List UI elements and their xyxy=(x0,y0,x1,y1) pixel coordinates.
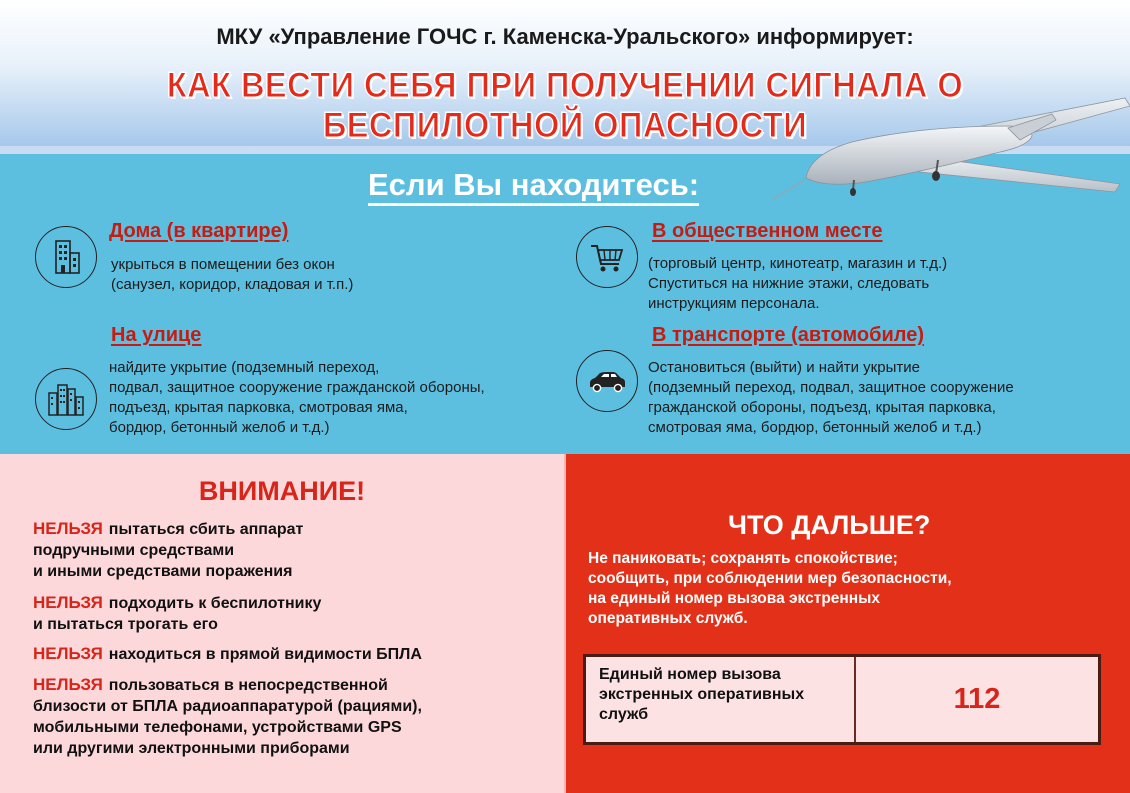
street-line: бордюр, бетонный желоб и т.д.) xyxy=(109,419,330,436)
home-text xyxy=(111,255,353,295)
emergency-label-line: Единый номер вызова xyxy=(599,666,781,683)
street-line: найдите укрытие (подземный переход, xyxy=(109,359,380,376)
what-next-line: оперативных служб. xyxy=(588,610,748,627)
prohibition-text: и пытаться трогать его xyxy=(33,616,218,633)
home-line: укрыться в помещении без окон xyxy=(111,256,335,273)
transport-line: (подземный переход, подвал, защитное сооружение xyxy=(648,379,1014,396)
emergency-label-line: экстренных оперативных xyxy=(599,686,805,703)
emergency-number-label xyxy=(586,657,856,742)
home-title: Дома (в квартире) xyxy=(109,220,289,242)
transport-line: Остановиться (выйти) и найти укрытие xyxy=(648,359,920,376)
prohibition-text: подходить к беспилотнику xyxy=(108,595,322,612)
attention-title: ВНИМАНИЕ! xyxy=(198,476,366,506)
drone-icon xyxy=(770,96,1130,216)
street-line: подъезд, крытая парковка, смотровая яма, xyxy=(109,399,408,416)
street-text xyxy=(109,358,485,438)
prohibition-label: НЕЛЬЗЯ xyxy=(33,644,103,663)
prohibition-text: пытаться сбить аппарат xyxy=(108,521,304,538)
what-next-line: на единый номер вызова экстренных xyxy=(588,590,880,607)
emergency-number: 112 xyxy=(953,683,1001,715)
transport-line: смотровая яма, бордюр, бетонный желоб и т.д.) xyxy=(648,419,982,436)
prohibition-text: находиться в прямой видимости БПЛА xyxy=(108,646,422,663)
prohibition-text: и иными средствами поражения xyxy=(33,563,293,580)
prohibition-label: НЕЛЬЗЯ xyxy=(33,593,103,612)
public-line: Спуститься на нижние этажи, следовать xyxy=(648,275,930,292)
main-title: КАК ВЕСТИ СЕБЯ ПРИ ПОЛУЧЕНИИ СИГНАЛА О БЕСПИЛОТНОЙ ОПАСНОСТИ xyxy=(166,66,964,145)
transport-title: В транспорте (автомобиле) xyxy=(652,324,924,346)
public-title: В общественном месте xyxy=(652,220,883,242)
car-icon xyxy=(576,350,638,412)
prohibition-item xyxy=(33,643,422,665)
apartment-building-icon xyxy=(35,226,97,288)
home-line: (санузел, коридор, кладовая и т.п.) xyxy=(111,276,354,293)
emergency-label-line: служб xyxy=(599,706,649,723)
public-line: инструкциям персонала. xyxy=(648,295,820,312)
transport-line: гражданской обороны, подъезд, крытая парковка, xyxy=(648,399,996,416)
what-next-line: сообщить, при соблюдении мер безопасности, xyxy=(588,570,952,587)
prohibition-text: близости от БПЛА радиоаппаратурой (рациями), xyxy=(33,698,422,715)
situations-heading: Если Вы находитесь: xyxy=(368,168,699,206)
city-buildings-icon xyxy=(35,368,97,430)
prohibition-text: или другими электронными приборами xyxy=(33,740,350,757)
prohibition-text: мобильными телефонами, устройствами GPS xyxy=(33,719,402,736)
prohibition-label: НЕЛЬЗЯ xyxy=(33,519,103,538)
prohibition-item xyxy=(33,518,303,582)
prohibition-item xyxy=(33,592,321,635)
prohibition-text: подручными средствами xyxy=(33,542,235,559)
transport-text xyxy=(648,358,1014,438)
attention-section xyxy=(0,454,564,793)
prohibition-label: НЕЛЬЗЯ xyxy=(33,675,103,694)
org-name: МКУ «Управление ГОЧС г. Каменска-Уральского» информирует: xyxy=(216,24,914,49)
what-next-title: ЧТО ДАЛЬШЕ? xyxy=(728,510,931,540)
street-title: На улице xyxy=(111,324,202,346)
what-next-section xyxy=(566,454,1130,793)
prohibition-text: пользоваться в непосредственной xyxy=(108,677,388,694)
prohibition-item xyxy=(33,674,422,759)
shopping-cart-icon xyxy=(576,226,638,288)
what-next-line: Не паниковать; сохранять спокойствие; xyxy=(588,550,898,567)
street-line: подвал, защитное сооружение гражданской обороны, xyxy=(109,379,485,396)
what-next-text xyxy=(588,549,952,629)
public-line: (торговый центр, кинотеатр, магазин и т.д.) xyxy=(648,255,948,272)
emergency-number-table xyxy=(583,654,1101,745)
public-text xyxy=(648,254,947,314)
